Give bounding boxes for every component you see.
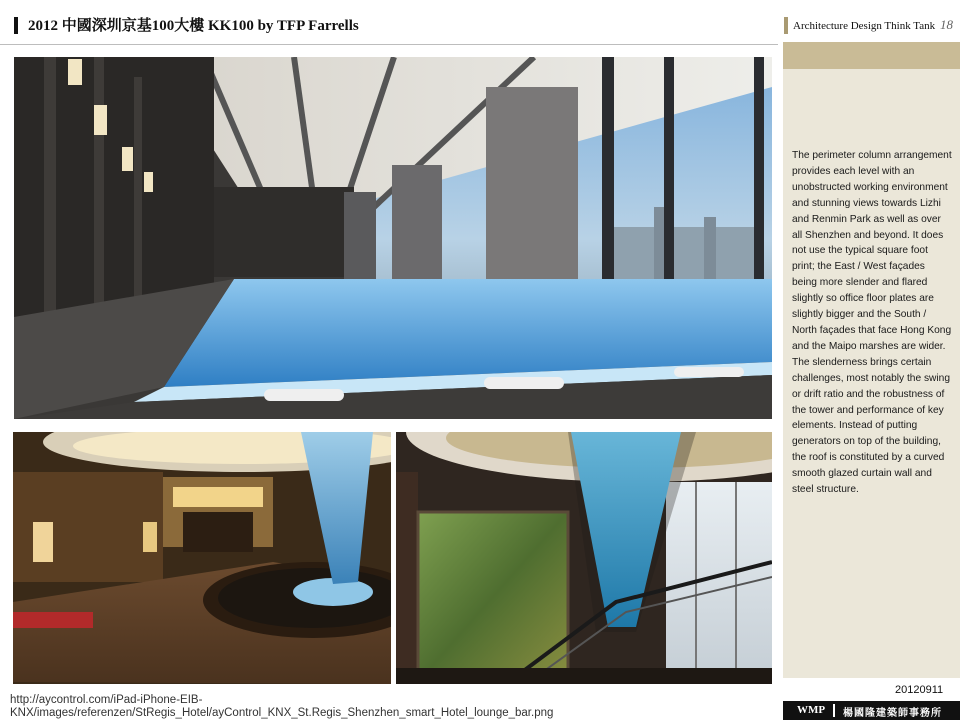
firm-logo	[783, 701, 960, 720]
page-number: 18	[940, 17, 953, 32]
sidebar-accent-band	[783, 42, 960, 69]
think-tank-marker	[784, 17, 788, 34]
pool-photo	[14, 57, 772, 419]
lobby-photo	[13, 432, 391, 684]
description-paragraph-2: The slenderness brings certain challenges, most notably the swing or drift ratio and the robustness of the tower and performance of key elements. Instead of putting generators on top of the building, the roof is constituted by a curved smooth glazed curtain wall and steel structure.	[792, 356, 950, 496]
description-text	[792, 148, 952, 498]
title-marker	[14, 17, 18, 34]
firm-name: 楊國隆建築師事務所	[843, 708, 942, 719]
image-source-url: http://aycontrol.com/iPad-iPhone-EIB-KNX/images/referenzen/StRegis_Hotel/ayControl_KNX_St.Regis_Shenzhen_smart_Hotel_lounge_bar.png	[10, 694, 554, 719]
description-paragraph-1: The perimeter column arrangement provides each level with an unobstructed working environment and stunning views towards Lizhi and Renmin Park as well as over all Shenzhen and beyond. It does not use the typical square foot print; the East / West façades being more slender and flared slightly so office floor plates are slightly bigger and the South / North façades that face Hong Kong and the Maipo marshes are wider.	[792, 150, 952, 352]
logo-divider	[833, 704, 835, 717]
page-title: 2012 中國深圳京基100大樓 KK100 by TFP Farrells	[28, 18, 359, 34]
description-sidebar	[783, 42, 960, 678]
wmp-logo-text: WMP	[797, 704, 826, 716]
lounge-photo	[396, 432, 772, 684]
document-date: 20120911	[895, 684, 944, 696]
page-header	[0, 0, 960, 48]
think-tank-label: Architecture Design Think Tank	[793, 20, 936, 32]
header-divider	[0, 44, 778, 45]
